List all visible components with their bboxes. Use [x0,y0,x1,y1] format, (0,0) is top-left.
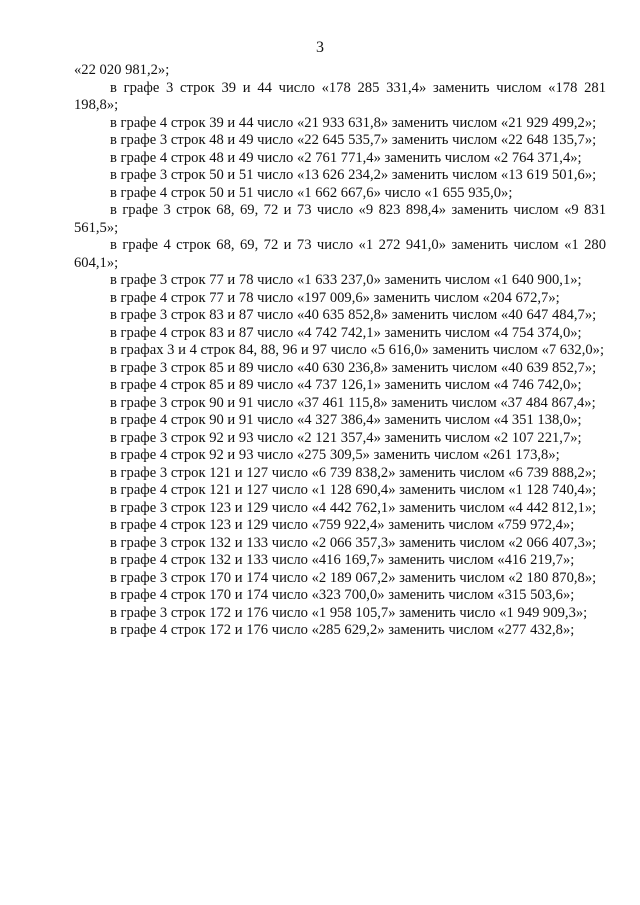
amendment-paragraph: в графе 3 строк 77 и 78 число «1 633 237,0» заменить числом «1 640 900,1»; [110,272,582,288]
amendment-paragraph: в графе 3 строк 123 и 129 число «4 442 762,1» заменить числом «4 442 812,1»; [110,499,597,516]
amendment-paragraph: в графе 3 строк 83 и 87 число «40 635 852,8» заменить числом «40 647 484,7»; [110,307,597,323]
amendment-paragraph: в графе 4 строк 172 и 176 число «285 629,2» заменить числом «277 432,8»; [110,622,575,638]
amendment-paragraph: в графе 3 строк 50 и 51 число «13 626 234,2» заменить числом «13 619 501,6»; [110,167,597,183]
amendment-paragraph: в графе 3 строк 132 и 133 число «2 066 357,3» заменить числом «2 066 407,3»; [110,534,597,551]
amendment-paragraph: в графе 4 строк 68, 69, 72 и 73 число «1 272 941,0» заменить числом «1 280 604,1»; [74,237,606,271]
amendment-paragraph: в графе 3 строк 92 и 93 число «2 121 357,4» заменить числом «2 107 221,7»; [110,429,582,446]
amendment-paragraph: в графах 3 и 4 строк 84, 88, 96 и 97 число «5 616,0» заменить числом «7 632,0»; [110,342,604,358]
amendment-paragraph: в графе 4 строк 123 и 129 число «759 922,4» заменить числом «759 972,4»; [110,517,575,533]
amendment-paragraph: в графе 4 строк 77 и 78 число «197 009,6» заменить числом «204 672,7»; [110,289,560,306]
amendment-paragraph: в графе 4 строк 90 и 91 число «4 327 386,4» заменить числом «4 351 138,0»; [110,412,582,428]
amendment-paragraph: в графе 3 строк 39 и 44 число «178 285 331,4» заменить числом «178 281 198,8»; [74,79,606,113]
document-body [74,62,606,640]
amendment-paragraph: в графе 4 строк 39 и 44 число «21 933 631,8» заменить числом «21 929 499,2»; [110,114,597,131]
amendment-paragraph: в графе 4 строк 170 и 174 число «323 700,0» заменить числом «315 503,6»; [110,587,575,603]
amendment-paragraph: в графе 3 строк 48 и 49 число «22 645 535,7» заменить числом «22 648 135,7»; [110,132,597,148]
amendment-paragraph: в графе 3 строк 121 и 127 число «6 739 838,2» заменить числом «6 739 888,2»; [110,464,597,481]
amendment-paragraph: в графе 3 строк 85 и 89 число «40 630 236,8» заменить числом «40 639 852,7»; [110,359,597,376]
amendment-paragraph: в графе 4 строк 85 и 89 число «4 737 126,1» заменить числом «4 746 742,0»; [110,377,582,393]
amendment-paragraph: в графе 4 строк 83 и 87 число «4 742 742,1» заменить числом «4 754 374,0»; [110,324,582,341]
amendment-paragraph: в графе 4 строк 132 и 133 число «416 169,7» заменить числом «416 219,7»; [110,552,575,568]
amendment-paragraph: «22 020 981,2»; [74,62,170,78]
amendment-paragraph: в графе 4 строк 92 и 93 число «275 309,5» заменить числом «261 173,8»; [110,447,560,463]
page-number: 3 [316,39,324,56]
amendment-paragraph: в графе 4 строк 50 и 51 число «1 662 667,6» число «1 655 935,0»; [110,184,513,201]
amendment-paragraph: в графе 4 строк 121 и 127 число «1 128 690,4» заменить числом «1 128 740,4»; [110,482,597,498]
amendment-paragraph: в графе 3 строк 172 и 176 число «1 958 105,7» заменить число «1 949 909,3»; [110,604,588,621]
amendment-paragraph: в графе 3 строк 68, 69, 72 и 73 число «9 823 898,4» заменить числом «9 831 561,5»; [74,202,606,236]
amendment-paragraph: в графе 3 строк 170 и 174 число «2 189 067,2» заменить числом «2 180 870,8»; [110,569,597,586]
amendment-paragraph: в графе 4 строк 48 и 49 число «2 761 771,4» заменить числом «2 764 371,4»; [110,149,582,166]
amendment-paragraph: в графе 3 строк 90 и 91 число «37 461 115,8» заменить числом «37 484 867,4»; [110,394,596,411]
